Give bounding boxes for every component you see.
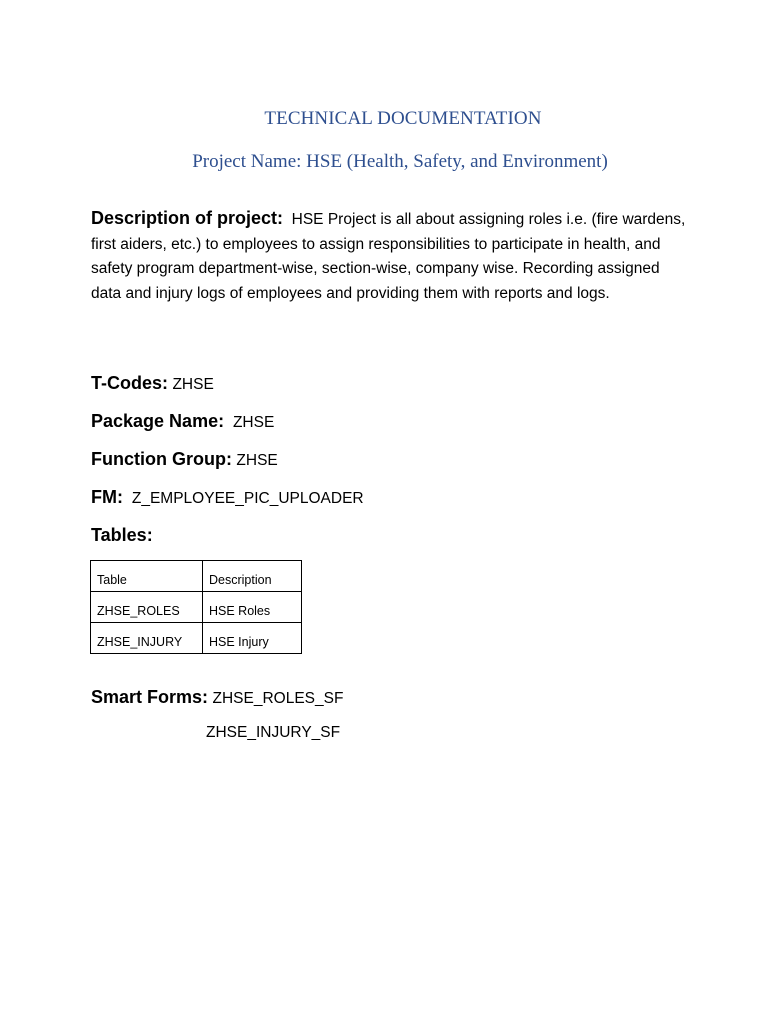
tables-label: Tables: [91, 525, 153, 545]
table-row [91, 592, 302, 623]
table-cell: ZHSE_ROLES [91, 592, 203, 623]
smart-forms-label: Smart Forms: [91, 687, 209, 707]
package-field [91, 411, 274, 432]
function-group-label: Function Group: [91, 449, 232, 469]
table-header-cell: Description [203, 561, 302, 592]
description-text: HSE Project is all about assigning roles i.e. (fire wardens, first aiders, etc.) to employees to assign responsibilities to participate in health, and safety program department-wise, section-wise, company wise. Recording assigned data and injury logs of employees and providing them with reports and logs. [91, 211, 686, 302]
tcodes-value: ZHSE [172, 376, 214, 393]
smart-forms-field [91, 687, 343, 708]
table-cell: HSE Injury [203, 623, 302, 654]
fm-label: FM: [91, 487, 123, 507]
table-cell: HSE Roles [203, 592, 302, 623]
fm-value: Z_EMPLOYEE_PIC_UPLOADER [131, 490, 364, 507]
table-header-cell: Table [91, 561, 203, 592]
smart-forms-value: ZHSE_ROLES_SF [212, 690, 344, 707]
package-value: ZHSE [232, 414, 275, 431]
project-description [91, 206, 691, 306]
fm-field [91, 487, 364, 508]
project-name-heading: Project Name: HSE (Health, Safety, and Environment) [192, 151, 608, 172]
tables-table [90, 560, 302, 654]
description-label: Description of project: [91, 208, 284, 228]
function-group-field [91, 449, 278, 470]
function-group-value: ZHSE [236, 452, 278, 469]
document-title: TECHNICAL DOCUMENTATION [264, 108, 542, 129]
table-row [91, 623, 302, 654]
package-label: Package Name: [91, 411, 225, 431]
tcodes-label: T-Codes: [91, 373, 169, 393]
tcodes-field [91, 373, 214, 394]
table-header-row [91, 561, 302, 592]
smart-forms-value: ZHSE_INJURY_SF [206, 724, 341, 741]
table-cell: ZHSE_INJURY [91, 623, 203, 654]
